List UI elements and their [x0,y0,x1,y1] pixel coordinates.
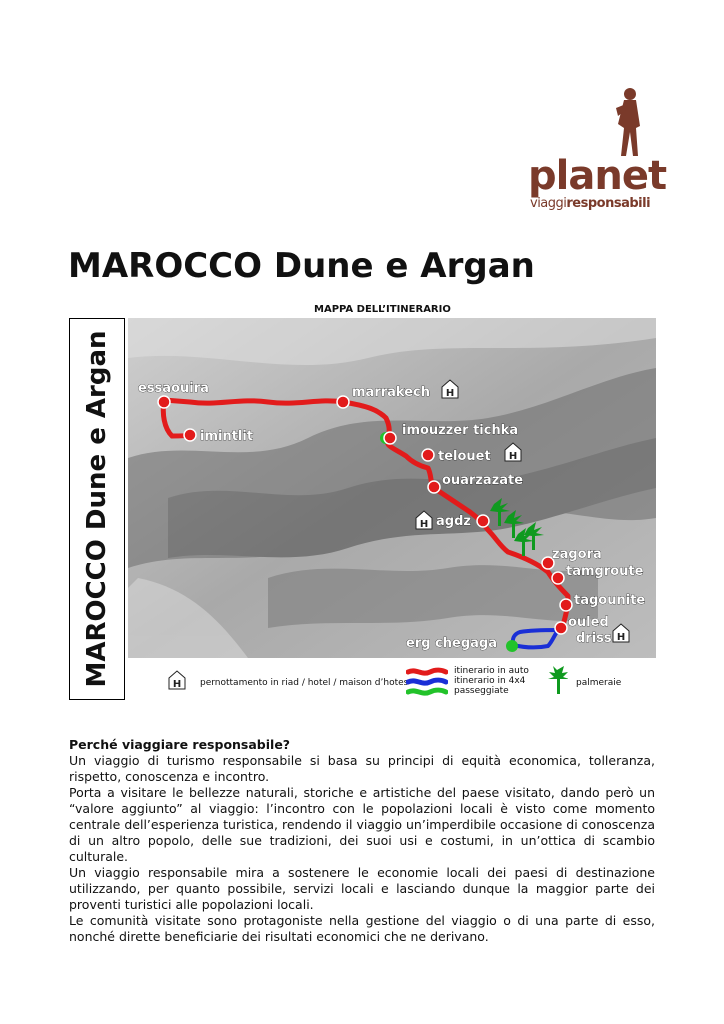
svg-text:H: H [172,679,182,690]
paragraph: Porta a visitare le bellezze naturali, storiche e artistiche del paese visitato, dando però un “valore aggiunto” al viaggio: l’incontro con le popolazioni locali è visto come momento centrale dell’esperienza turistica, rendendo il viaggio un’imperdibile occasione di conoscenza di un altro popolo, delle sue tradizioni, dei suoi usi e costumi, in un’ottica di scambio culturale. [69,785,655,864]
side-title-box [69,318,125,700]
svg-text:H: H [445,388,455,399]
map-legend [128,660,656,700]
label-erg-chegaga: erg chegaga [406,636,497,651]
paragraph: Le comunità visitate sono protagoniste nella gestione del viaggio o di una parte di esso, nonché dirette beneficiarie dei risultati economici che ne derivano. [69,913,655,944]
map-caption: MAPPA DELL’ITINERARIO [314,304,451,315]
paragraph: Un viaggio responsabile mira a sostenere le economie locali dei paesi di destinazione utilizzando, per quanto possibile, servizi locali e lasciando dunque la maggior parte dei proventi turistici alle popolazioni locali. [69,865,655,912]
logo-tagline-bold: responsabili [566,196,651,211]
side-title: MAROCCO Dune e Argan [82,330,112,688]
marker-ouled-driss [555,622,567,634]
body-text [69,737,655,945]
legend-palm: palmeraie [576,678,622,688]
marker-telouet [422,449,434,461]
palm-icon [546,666,568,694]
planet-logo [526,86,667,216]
map-svg [128,318,656,658]
label-zagora: zagora [552,547,602,562]
walk-marker [506,640,518,652]
marker-ouarzazate [428,481,440,493]
legend-hotel: pernottamento in riad / hotel / maison d’hotes [200,678,409,688]
paragraph: Un viaggio di turismo responsabile si basa su principi di equità economica, tolleranza, rispetto, conoscenza e incontro. [69,753,655,784]
label-essaouira: essaouira [138,381,209,396]
logo-tagline-regular: viaggi [530,196,567,211]
itinerary-map [128,318,656,658]
logo-wordmark: planet [528,153,667,199]
label-ouled: ouled [568,615,609,630]
marker-agdz [477,515,489,527]
label-agdz: agdz [436,514,471,529]
label-imintlit: imintlit [200,429,254,444]
marker-marrakech [337,396,349,408]
marker-imintlit [184,429,196,441]
marker-imouzzer [384,432,396,444]
svg-text:H: H [616,632,626,643]
marker-tagounite [560,599,572,611]
svg-text:H: H [508,451,518,462]
hotel-icon [168,670,186,690]
logo-tagline [530,196,650,211]
page-title: MAROCCO Dune e Argan [68,246,535,286]
route-swatch-icon [406,666,448,698]
marker-essaouira [158,396,170,408]
section-heading: Perché viaggiare responsabile? [69,737,291,752]
label-tagounite: tagounite [574,593,646,608]
label-driss: driss [576,631,612,646]
legend-route-walk: passeggiate [454,686,509,696]
label-ouarzazate: ouarzazate [442,473,524,488]
label-marrakech: marrakech [352,385,430,400]
label-imouzzer: imouzzer tichka [402,423,519,438]
marker-tamgroute [552,572,564,584]
label-telouet: telouet [438,449,491,464]
legend-route-car: itinerario in auto [454,666,529,676]
svg-text:H: H [419,519,429,530]
legend-route-4x4: itinerario in 4x4 [454,676,526,686]
label-tamgroute: tamgroute [566,564,644,579]
